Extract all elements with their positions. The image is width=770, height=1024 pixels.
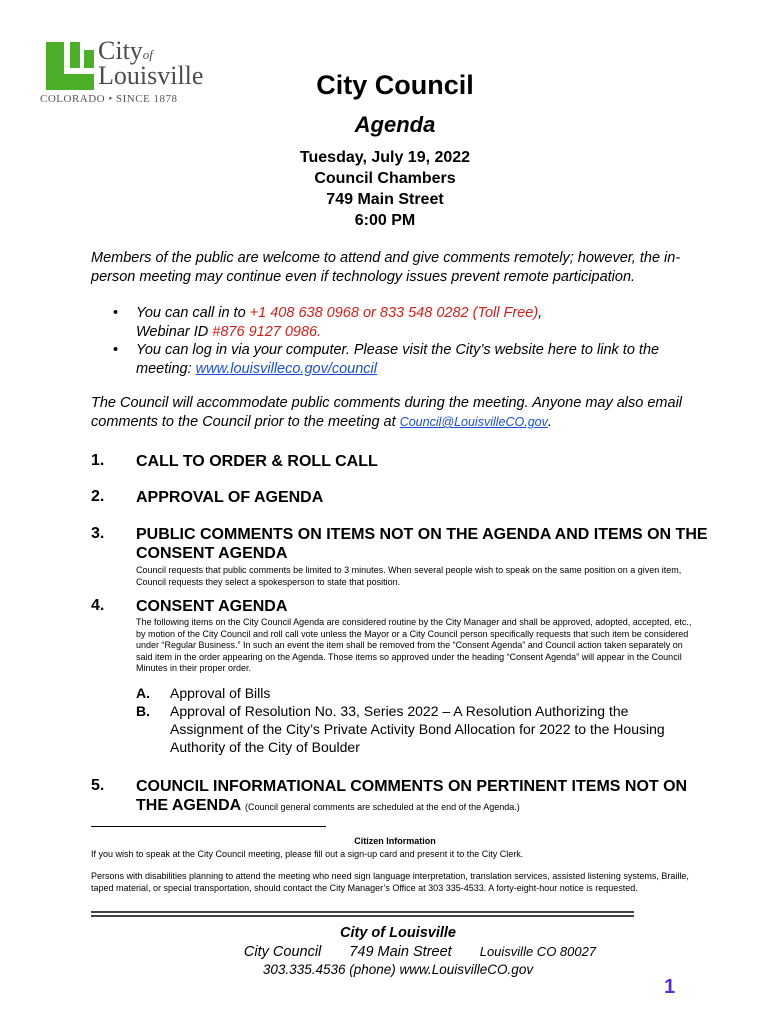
logo-city-text: Cityof (98, 36, 153, 65)
item-number: 3. (91, 525, 105, 542)
item-title: APPROVAL OF AGENDA (136, 489, 324, 506)
list-item: • You can log in via your computer. Please visit the City’s website here to link to the meeting: www.louisvilleco.gov/council (113, 342, 660, 377)
meeting-details (0, 147, 770, 231)
divider (91, 826, 326, 827)
page-title: City Council (316, 70, 474, 100)
webinar-id: #876 9127 0986. (212, 323, 322, 340)
subitem-text: Approval of Bills (170, 685, 271, 701)
item-note: (Council general comments are scheduled at the end of the Agenda.) (245, 802, 520, 812)
remote-options-list (113, 304, 703, 378)
phone-numbers: +1 408 638 0968 or 833 548 0282 (Toll Free) (249, 305, 539, 321)
item-title: CALL TO ORDER & ROLL CALL (136, 453, 378, 470)
item-number: 4. (91, 597, 105, 614)
item-description: Council requests that public comments be limited to 3 minutes. When several people wish to speak on the same position on a given item, Council requests they select a spokesperson to state that position. (136, 565, 682, 587)
citizen-info-accessibility: Persons with disabilities planning to attend the meeting who need sign language interpretation, translation services, assisted listening systems, Braille, taped material, or special transportation, should contact the City Manager’s Office at 303 335-4533. A forty-eight-hour notice is requested. (91, 871, 689, 893)
subitem-letter: B. (136, 703, 150, 719)
list-item (136, 702, 676, 756)
item-number: 1. (91, 452, 105, 469)
footer-council: City Council (243, 944, 322, 960)
intro-paragraph: Members of the public are welcome to attend and give comments remotely; however, the in-person meeting may continue even if technology issues prevent remote participation. (91, 250, 681, 285)
page-subtitle: Agenda (354, 112, 436, 137)
meeting-date: Tuesday, July 19, 2022 (299, 149, 471, 166)
logo-louisville-text: Louisville (98, 61, 204, 90)
footer-address-line (0, 944, 770, 960)
council-email-link[interactable]: Council@LouisvilleCO.gov (399, 415, 548, 429)
item-title: CONSENT AGENDA (136, 598, 288, 615)
subitem-text: Approval of Resolution No. 33, Series 2022 – A Resolution Authorizing the Assignment of the City’s Private Activity Bond Allocation for 2022 to the Housing Authority of the City of Boulder (170, 703, 665, 755)
council-website-link[interactable]: www.louisvilleco.gov/council (195, 360, 377, 377)
footer-street: 749 Main Street (349, 944, 452, 960)
consent-subitems (136, 684, 676, 756)
footer-divider (91, 911, 634, 917)
item-number: 5. (91, 777, 105, 794)
meeting-location: Council Chambers (314, 170, 456, 187)
list-item (136, 684, 676, 702)
item-title: PUBLIC COMMENTS ON ITEMS NOT ON THE AGENDA AND ITEMS ON THE CONSENT AGENDA (136, 526, 708, 562)
citizen-info-title: Citizen Information (354, 836, 436, 846)
page-number: 1 (664, 976, 676, 998)
list-item: • You can call in to +1 408 638 0968 or 833 548 0282 (Toll Free), Webinar ID #876 9127 0986. (113, 305, 543, 340)
footer-city: Louisville CO 80027 (479, 944, 597, 959)
item-number: 2. (91, 488, 105, 505)
item-description: The following items on the City Council Agenda are considered routine by the City Manager and shall be approved, adopted, accepted, etc., by motion of the City Council and roll call vote unless the Mayor or a City Council person specifically requests that such item be considered under “Regular Business.” In such an event the item shall be removed from the “Consent Agenda” and Council action taken separately on said item in the order appearing on the Agenda. Those items so approved under the heading “Consent Agenda” will appear in the Council Minutes in their proper order. (136, 617, 692, 673)
subitem-letter: A. (136, 685, 150, 701)
bullet-icon: • (113, 342, 119, 358)
item-title: COUNCIL INFORMATIONAL COMMENTS ON PERTINENT ITEMS NOT ON THE AGENDA (Council general comments are scheduled at the end of the Agenda.) (136, 778, 688, 814)
footer-org-name: City of Louisville (339, 925, 456, 941)
meeting-address: 749 Main Street (326, 191, 444, 208)
footer-contact: 303.335.4536 (phone) www.LouisvilleCO.gov (262, 962, 534, 977)
bullet-icon: • (113, 305, 119, 321)
citizen-info-speaking: If you wish to speak at the City Council meeting, please fill out a sign-up card and present it to the City Clerk. (91, 849, 524, 859)
closing-paragraph: The Council will accommodate public comments during the meeting. Anyone may also email comments to the Council prior to the meeting at Council@LouisvilleCO.gov. (91, 395, 683, 430)
meeting-time: 6:00 PM (354, 212, 416, 229)
logo-tagline: COLORADO • SINCE 1878 (40, 93, 178, 105)
